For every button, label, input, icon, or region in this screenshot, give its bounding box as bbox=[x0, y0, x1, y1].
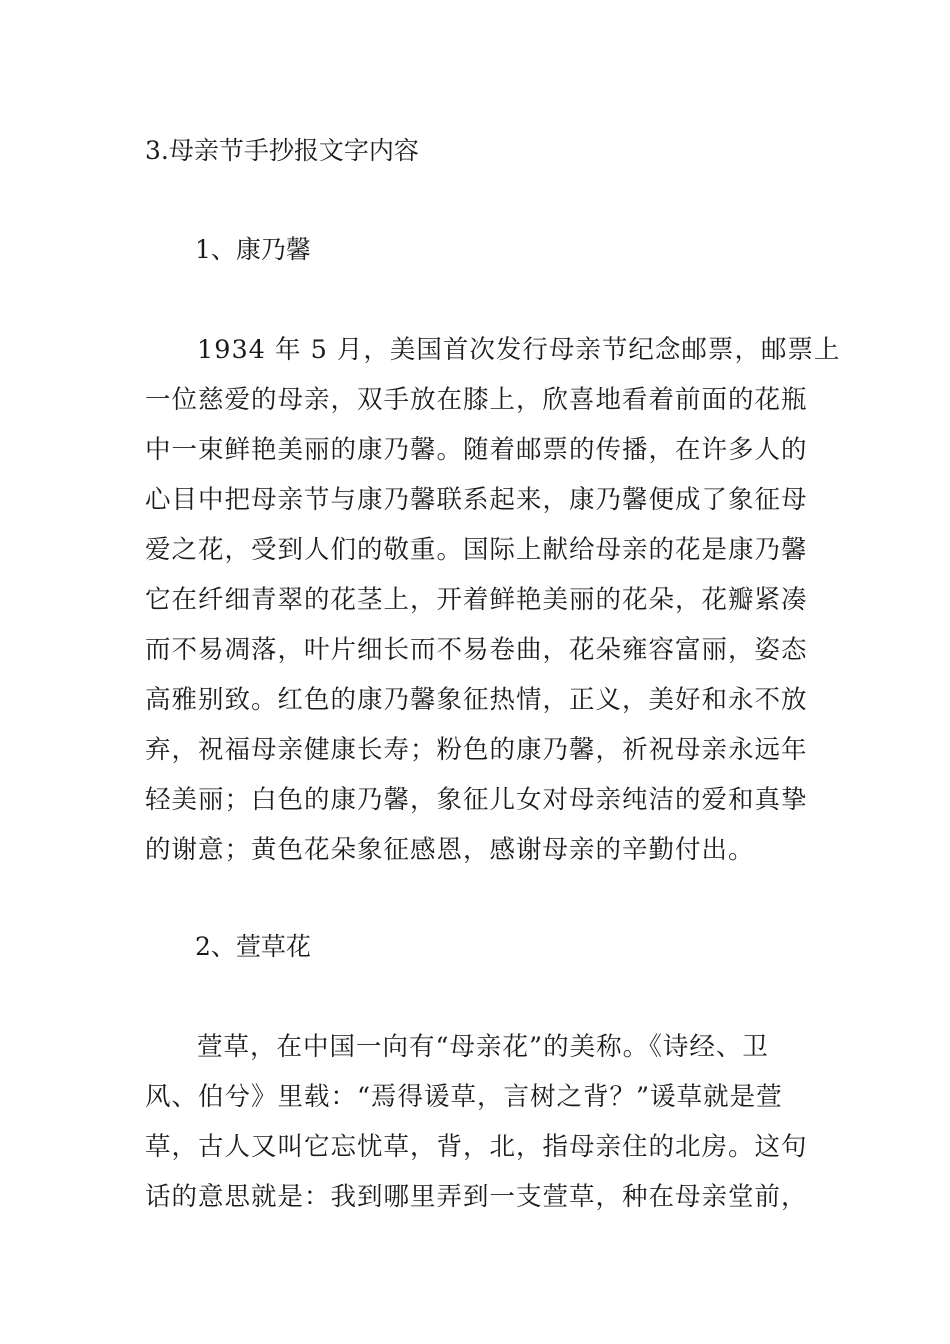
paragraph-carnation bbox=[145, 335, 841, 885]
paragraph-line: 的谢意；黄色花朵象征感恩，感谢母亲的辛勤付出。 bbox=[145, 835, 755, 865]
paragraph-line: 1934 年 5 月，美国首次发行母亲节纪念邮票，邮票上 bbox=[197, 335, 841, 365]
paragraph-line: 草，古人又叫它忘忧草，背，北，指母亲住的北房。这句 bbox=[145, 1132, 808, 1162]
paragraph-line: 爱之花，受到人们的敬重。国际上献给母亲的花是康乃馨 bbox=[145, 535, 808, 565]
paragraph-line: 风、伯兮》里载：“焉得谖草，言树之背？”谖草就是萱 bbox=[145, 1082, 783, 1112]
paragraph-line: 心目中把母亲节与康乃馨联系起来，康乃馨便成了象征母 bbox=[145, 485, 808, 515]
paragraph-line: 萱草，在中国一向有“母亲花”的美称。《诗经、卫 bbox=[197, 1032, 769, 1062]
section-heading-carnation: 1、康乃馨 bbox=[195, 235, 311, 264]
paragraph-daylily bbox=[145, 1032, 810, 1232]
paragraph-line: 它在纤细青翠的花茎上，开着鲜艳美丽的花朵，花瓣紧凑 bbox=[145, 585, 808, 615]
paragraph-line: 一位慈爱的母亲，双手放在膝上，欣喜地看着前面的花瓶 bbox=[145, 385, 808, 415]
paragraph-line: 而不易凋落，叶片细长而不易卷曲，花朵雍容富丽，姿态 bbox=[145, 635, 808, 665]
section-heading-daylily: 2、萱草花 bbox=[195, 932, 311, 961]
paragraph-line: 弃，祝福母亲健康长寿；粉色的康乃馨，祈祝母亲永远年 bbox=[145, 735, 808, 765]
paragraph-line: 轻美丽；白色的康乃馨，象征儿女对母亲纯洁的爱和真挚 bbox=[145, 785, 808, 815]
document-title: 3.母亲节手抄报文字内容 bbox=[145, 136, 419, 165]
paragraph-line: 话的意思就是：我到哪里弄到一支萱草，种在母亲堂前， bbox=[145, 1182, 808, 1212]
paragraph-line: 高雅别致。红色的康乃馨象征热情，正义，美好和永不放 bbox=[145, 685, 808, 715]
paragraph-line: 中一束鲜艳美丽的康乃馨。随着邮票的传播，在许多人的 bbox=[145, 435, 808, 465]
